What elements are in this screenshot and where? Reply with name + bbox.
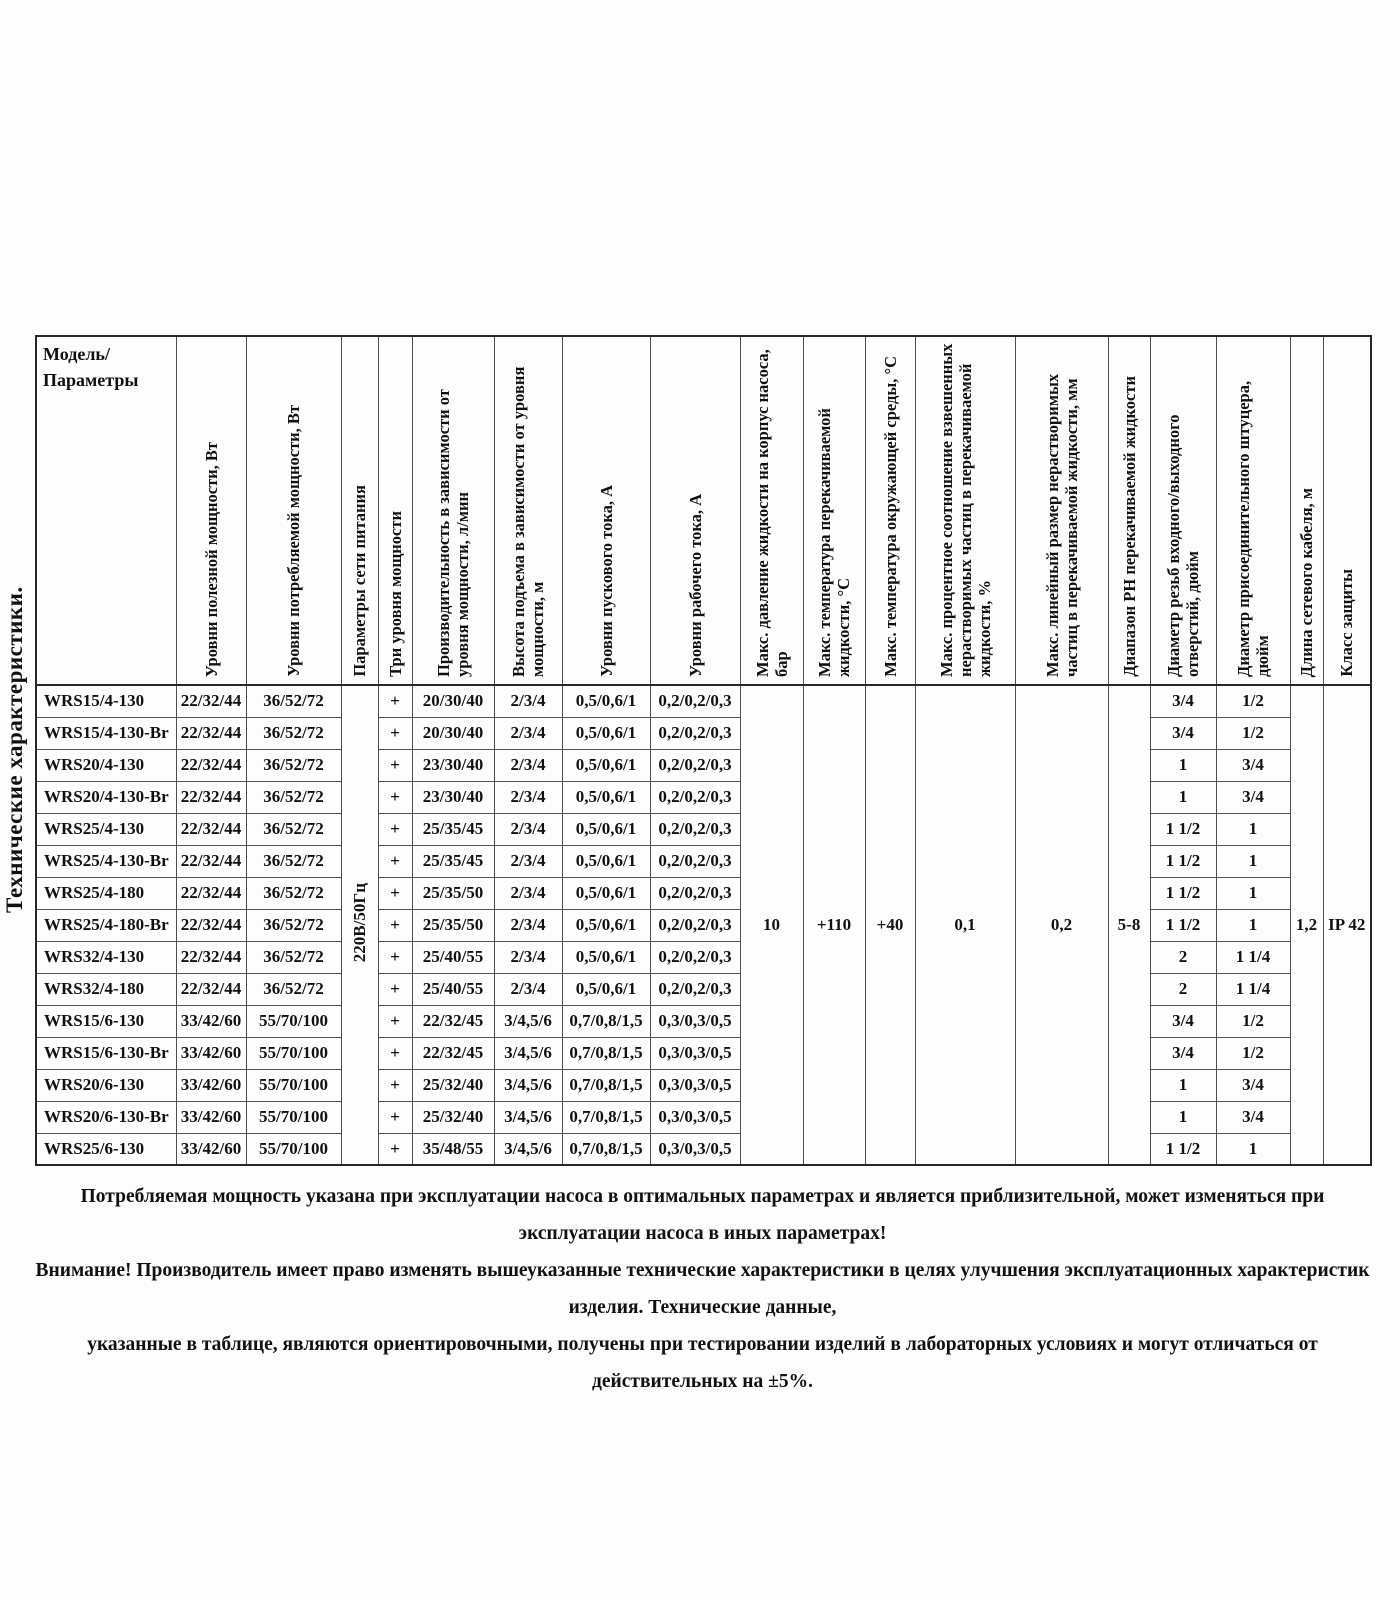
cell-consumed-power: 36/52/72 [246,877,341,909]
table-row [36,909,1371,941]
cell-head-height: 3/4,5/6 [494,1101,562,1133]
cell-protection-class: IP 42 [1323,685,1371,1165]
cell-work-current: 0,2/0,2/0,3 [650,813,740,845]
table-row [36,877,1371,909]
cell-useful-power: 22/32/44 [176,813,246,845]
cell-work-current: 0,2/0,2/0,3 [650,941,740,973]
cell-power-levels-mark: + [378,1037,412,1069]
cell-head-height: 2/3/4 [494,877,562,909]
cell-work-current: 0,3/0,3/0,5 [650,1069,740,1101]
cell-fitting-diameter: 1 [1216,813,1290,845]
cell-thread-diameter: 1 1/2 [1150,877,1216,909]
cell-thread-diameter: 3/4 [1150,1037,1216,1069]
cell-thread-diameter: 1 1/2 [1150,813,1216,845]
table-row [36,685,1371,717]
cell-fitting-diameter: 1/2 [1216,685,1290,717]
col-header-head-height: Высота подъема в зависимости от уровня мощности, м [494,336,562,685]
table-row [36,1101,1371,1133]
cell-useful-power: 22/32/44 [176,973,246,1005]
col-header-power-levels: Три уровня мощности [378,336,412,685]
cell-model: WRS15/4-130-Br [36,717,176,749]
cell-head-height: 2/3/4 [494,845,562,877]
table-header [36,336,1371,685]
cell-start-current: 0,5/0,6/1 [562,749,650,781]
specifications-table [35,335,1372,1166]
cell-power-levels-mark: + [378,1005,412,1037]
cell-consumed-power: 55/70/100 [246,1133,341,1165]
col-header-fitting-diameter: Диаметр присоединительного штуцера, дюйм [1216,336,1290,685]
cell-start-current: 0,7/0,8/1,5 [562,1037,650,1069]
cell-thread-diameter: 1 1/2 [1150,909,1216,941]
cell-head-height: 3/4,5/6 [494,1133,562,1165]
cell-head-height: 3/4,5/6 [494,1005,562,1037]
cell-work-current: 0,2/0,2/0,3 [650,845,740,877]
cell-fitting-diameter: 1 [1216,909,1290,941]
cell-ph-range: 5-8 [1108,685,1150,1165]
cell-consumed-power: 36/52/72 [246,909,341,941]
cell-useful-power: 33/42/60 [176,1133,246,1165]
cell-fitting-diameter: 3/4 [1216,1101,1290,1133]
col-header-flow-rate: Производительность в зависимости от уровня мощности, л/мин [412,336,494,685]
cell-thread-diameter: 3/4 [1150,717,1216,749]
table-row [36,1069,1371,1101]
cell-start-current: 0,7/0,8/1,5 [562,1005,650,1037]
page-title: Технические характеристики. [2,586,27,914]
col-header-max-ambient-temp: Макс. температура окружающей среды, °С [865,336,915,685]
cell-head-height: 2/3/4 [494,813,562,845]
cell-work-current: 0,3/0,3/0,5 [650,1101,740,1133]
cell-useful-power: 33/42/60 [176,1101,246,1133]
cell-model: WRS20/4-130 [36,749,176,781]
cell-model: WRS15/6-130 [36,1005,176,1037]
footnote-line-1: Потребляемая мощность указана при эксплуатации насоса в оптимальных параметрах и является приблизительной, может изменяться при эксплуатации насоса в иных параметрах! [80,1186,1325,1244]
table-row [36,813,1371,845]
cell-useful-power: 22/32/44 [176,909,246,941]
cell-fitting-diameter: 1 1/4 [1216,973,1290,1005]
cell-work-current: 0,2/0,2/0,3 [650,749,740,781]
cell-flow-rate: 22/32/45 [412,1005,494,1037]
cell-head-height: 2/3/4 [494,909,562,941]
footnotes [35,1178,1370,1400]
model-header-line2: Параметры [43,370,139,391]
cell-useful-power: 22/32/44 [176,749,246,781]
cell-start-current: 0,5/0,6/1 [562,877,650,909]
cell-work-current: 0,2/0,2/0,3 [650,909,740,941]
power-supply-value: 220В/50Гц [349,883,369,963]
cell-flow-rate: 35/48/55 [412,1133,494,1165]
cell-useful-power: 22/32/44 [176,717,246,749]
cell-cable-length: 1,2 [1290,685,1323,1165]
cell-fitting-diameter: 1/2 [1216,1037,1290,1069]
cell-consumed-power: 55/70/100 [246,1069,341,1101]
cell-useful-power: 22/32/44 [176,877,246,909]
col-header-work-current: Уровни рабочего тока, А [650,336,740,685]
cell-model: WRS15/4-130 [36,685,176,717]
cell-power-levels-mark: + [378,973,412,1005]
table-row [36,781,1371,813]
cell-head-height: 2/3/4 [494,941,562,973]
cell-head-height: 3/4,5/6 [494,1037,562,1069]
cell-useful-power: 22/32/44 [176,685,246,717]
cell-model: WRS15/6-130-Br [36,1037,176,1069]
cell-useful-power: 22/32/44 [176,845,246,877]
cell-model: WRS32/4-180 [36,973,176,1005]
cell-model: WRS25/6-130 [36,1133,176,1165]
cell-useful-power: 22/32/44 [176,781,246,813]
cell-work-current: 0,2/0,2/0,3 [650,973,740,1005]
cell-work-current: 0,2/0,2/0,3 [650,685,740,717]
cell-work-current: 0,3/0,3/0,5 [650,1037,740,1069]
cell-power-supply [341,685,378,1165]
cell-max-pressure: 10 [740,685,803,1165]
cell-model: WRS32/4-130 [36,941,176,973]
col-header-particle-size: Макс. линейный размер нерастворимых частиц в перекачиваемой жидкости, мм [1015,336,1108,685]
cell-consumed-power: 36/52/72 [246,845,341,877]
cell-power-levels-mark: + [378,877,412,909]
cell-useful-power: 22/32/44 [176,941,246,973]
cell-thread-diameter: 1 [1150,749,1216,781]
cell-particles-percent: 0,1 [915,685,1015,1165]
cell-power-levels-mark: + [378,1133,412,1165]
table-row [36,973,1371,1005]
cell-flow-rate: 22/32/45 [412,1037,494,1069]
cell-start-current: 0,7/0,8/1,5 [562,1133,650,1165]
cell-useful-power: 33/42/60 [176,1005,246,1037]
cell-head-height: 2/3/4 [494,749,562,781]
cell-power-levels-mark: + [378,941,412,973]
cell-head-height: 2/3/4 [494,973,562,1005]
footnote-line-3: указанные в таблице, являются ориентировочными, получены при тестировании изделий в лабораторных условиях и могут отличаться от действительных на ±5%. [87,1334,1318,1392]
cell-flow-rate: 25/35/45 [412,813,494,845]
cell-work-current: 0,3/0,3/0,5 [650,1005,740,1037]
cell-useful-power: 33/42/60 [176,1069,246,1101]
table-row [36,845,1371,877]
cell-head-height: 2/3/4 [494,685,562,717]
cell-thread-diameter: 1 [1150,1101,1216,1133]
cell-max-ambient-temp: +40 [865,685,915,1165]
cell-head-height: 3/4,5/6 [494,1069,562,1101]
cell-consumed-power: 36/52/72 [246,685,341,717]
cell-consumed-power: 55/70/100 [246,1037,341,1069]
cell-work-current: 0,3/0,3/0,5 [650,1133,740,1165]
cell-power-levels-mark: + [378,813,412,845]
cell-consumed-power: 36/52/72 [246,749,341,781]
cell-flow-rate: 25/32/40 [412,1069,494,1101]
cell-thread-diameter: 2 [1150,973,1216,1005]
cell-flow-rate: 20/30/40 [412,685,494,717]
cell-flow-rate: 25/35/50 [412,909,494,941]
col-header-model [36,336,176,685]
cell-thread-diameter: 1 [1150,781,1216,813]
cell-model: WRS20/6-130 [36,1069,176,1101]
cell-fitting-diameter: 1/2 [1216,1005,1290,1037]
cell-flow-rate: 23/30/40 [412,781,494,813]
cell-fitting-diameter: 1 [1216,1133,1290,1165]
cell-fitting-diameter: 1/2 [1216,717,1290,749]
cell-consumed-power: 36/52/72 [246,717,341,749]
cell-start-current: 0,5/0,6/1 [562,845,650,877]
cell-power-levels-mark: + [378,909,412,941]
table-body [36,685,1371,1165]
cell-consumed-power: 36/52/72 [246,813,341,845]
col-header-ph-range: Диапазон PH перекачиваемой жидкости [1108,336,1150,685]
cell-flow-rate: 20/30/40 [412,717,494,749]
cell-start-current: 0,5/0,6/1 [562,781,650,813]
col-header-useful-power: Уровни полезной мощности, Вт [176,336,246,685]
cell-head-height: 2/3/4 [494,781,562,813]
col-header-particles-percent: Макс. процентное соотношение взвешенных нерастворимых частиц в перекачиваемой жидкости, % [915,336,1015,685]
col-header-thread-diameter: Диаметр резьб входного/выходного отверстий, дюйм [1150,336,1216,685]
col-header-protection-class: Класс защиты [1323,336,1371,685]
cell-fitting-diameter: 1 1/4 [1216,941,1290,973]
table-row [36,1037,1371,1069]
cell-model: WRS25/4-180 [36,877,176,909]
col-header-power-supply: Параметры сети питания [341,336,378,685]
cell-power-levels-mark: + [378,685,412,717]
col-header-max-liquid-temp: Макс. температура перекачиваемой жидкости, °С [803,336,865,685]
cell-work-current: 0,2/0,2/0,3 [650,781,740,813]
cell-useful-power: 33/42/60 [176,1037,246,1069]
cell-power-levels-mark: + [378,749,412,781]
cell-fitting-diameter: 1 [1216,845,1290,877]
cell-head-height: 2/3/4 [494,717,562,749]
cell-flow-rate: 23/30/40 [412,749,494,781]
cell-model: WRS20/6-130-Br [36,1101,176,1133]
cell-thread-diameter: 1 [1150,1069,1216,1101]
cell-power-levels-mark: + [378,717,412,749]
cell-consumed-power: 55/70/100 [246,1005,341,1037]
table-row [36,1133,1371,1165]
cell-thread-diameter: 1 1/2 [1150,845,1216,877]
cell-power-levels-mark: + [378,1101,412,1133]
model-header-line1: Модель/ [43,344,110,364]
cell-start-current: 0,7/0,8/1,5 [562,1101,650,1133]
col-header-max-pressure: Макс. давление жидкости на корпус насоса, бар [740,336,803,685]
footnote-line-2: Внимание! Производитель имеет право изменять вышеуказанные технические характеристики в целях улучшения эксплуатационных характеристик изделия. Технические данные, [35,1260,1370,1318]
col-header-start-current: Уровни пускового тока, А [562,336,650,685]
cell-fitting-diameter: 3/4 [1216,781,1290,813]
cell-consumed-power: 36/52/72 [246,781,341,813]
cell-fitting-diameter: 3/4 [1216,749,1290,781]
cell-start-current: 0,5/0,6/1 [562,685,650,717]
cell-max-liquid-temp: +110 [803,685,865,1165]
cell-start-current: 0,5/0,6/1 [562,909,650,941]
table-row [36,941,1371,973]
cell-flow-rate: 25/40/55 [412,973,494,1005]
col-header-consumed-power: Уровни потребляемой мощности, Вт [246,336,341,685]
cell-fitting-diameter: 1 [1216,877,1290,909]
cell-start-current: 0,7/0,8/1,5 [562,1069,650,1101]
cell-thread-diameter: 2 [1150,941,1216,973]
cell-start-current: 0,5/0,6/1 [562,973,650,1005]
cell-start-current: 0,5/0,6/1 [562,813,650,845]
cell-flow-rate: 25/40/55 [412,941,494,973]
col-header-cable-length: Длина сетевого кабеля, м [1290,336,1323,685]
table-row [36,717,1371,749]
cell-flow-rate: 25/35/50 [412,877,494,909]
cell-power-levels-mark: + [378,1069,412,1101]
cell-power-levels-mark: + [378,781,412,813]
cell-fitting-diameter: 3/4 [1216,1069,1290,1101]
cell-work-current: 0,2/0,2/0,3 [650,717,740,749]
cell-consumed-power: 36/52/72 [246,973,341,1005]
cell-power-levels-mark: + [378,845,412,877]
cell-work-current: 0,2/0,2/0,3 [650,877,740,909]
cell-model: WRS25/4-130 [36,813,176,845]
cell-model: WRS20/4-130-Br [36,781,176,813]
cell-start-current: 0,5/0,6/1 [562,941,650,973]
cell-start-current: 0,5/0,6/1 [562,717,650,749]
cell-model: WRS25/4-130-Br [36,845,176,877]
cell-thread-diameter: 1 1/2 [1150,1133,1216,1165]
cell-thread-diameter: 3/4 [1150,1005,1216,1037]
cell-flow-rate: 25/32/40 [412,1101,494,1133]
cell-thread-diameter: 3/4 [1150,685,1216,717]
table-row [36,749,1371,781]
cell-flow-rate: 25/35/45 [412,845,494,877]
cell-consumed-power: 36/52/72 [246,941,341,973]
cell-model: WRS25/4-180-Br [36,909,176,941]
cell-particle-size: 0,2 [1015,685,1108,1165]
cell-consumed-power: 55/70/100 [246,1101,341,1133]
table-row [36,1005,1371,1037]
